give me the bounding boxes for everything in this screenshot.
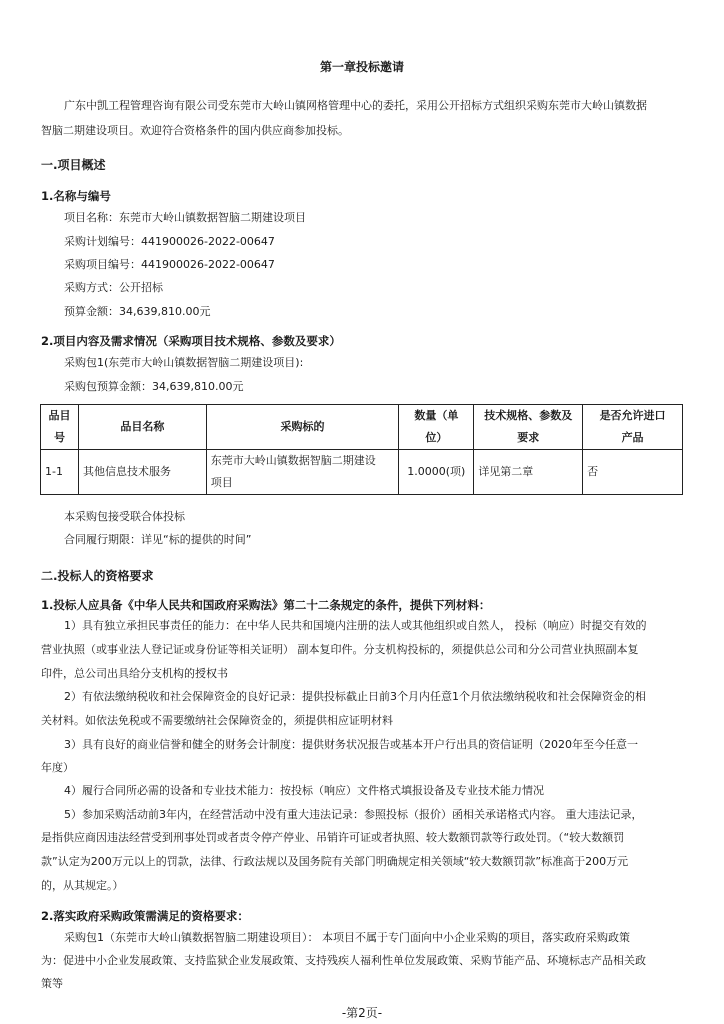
procurement-method: 采购方式：公开招标 bbox=[64, 281, 163, 294]
col-header-target: 采购标的 bbox=[206, 405, 399, 450]
requirement-line: 是指供应商因违法经营受到刑事处罚或者责令停产停业、吊销许可证或者执照、较大数额罚款等行政处罚。（“较大数额罚 bbox=[41, 831, 625, 844]
project-number: 采购项目编号：441900026-2022-00647 bbox=[64, 258, 275, 271]
requirement-line: 1）具有独立承担民事责任的能力：在中华人民共和国境内注册的法人或其他组织或自然人， 投标（响应）时提交有效的 bbox=[64, 619, 647, 632]
col-header-spec bbox=[474, 405, 583, 450]
items-table bbox=[40, 404, 683, 495]
header-text: 位） bbox=[425, 431, 448, 444]
header-text: 数量（单 bbox=[414, 409, 459, 422]
cell-item-name: 其他信息技术服务 bbox=[78, 450, 206, 495]
subsection-heading: 2.项目内容及需求情况（采购项目技术规格、参数及要求） bbox=[41, 334, 341, 348]
cell-quantity: 1.0000(项) bbox=[399, 450, 474, 495]
header-text: 要求 bbox=[517, 431, 540, 444]
header-text: 是否允许进口 bbox=[599, 409, 666, 422]
package-budget: 采购包预算金额：34,639,810.00元 bbox=[64, 380, 244, 393]
requirement-line: 营业执照（或事业法人登记证或身份证等相关证明） 副本复印件。分支机构投标的，须提供总公司和分公司营业执照副本复 bbox=[41, 643, 639, 656]
policy-line: 策等 bbox=[41, 977, 63, 990]
contract-period: 合同履行期限：详见“标的提供的时间” bbox=[64, 533, 252, 546]
cell-item-no: 1-1 bbox=[41, 450, 79, 495]
intro-line: 智脑二期建设项目。欢迎符合资格条件的国内供应商参加投标。 bbox=[41, 124, 349, 137]
table-row bbox=[41, 450, 683, 495]
requirement-line: 印件，总公司出具给分支机构的授权书 bbox=[41, 667, 228, 680]
subsection-heading: 2.落实政府采购政策需满足的资格要求： bbox=[41, 909, 249, 923]
cell-target bbox=[206, 450, 399, 495]
cell-spec: 详见第二章 bbox=[474, 450, 583, 495]
header-text: 品目 bbox=[48, 409, 71, 422]
requirement-line: 的，从其规定。） bbox=[41, 879, 124, 892]
budget-amount: 预算金额：34,639,810.00元 bbox=[64, 305, 211, 318]
cell-text: 东莞市大岭山镇数据智脑二期建设 bbox=[210, 454, 376, 467]
header-text: 技术规格、参数及 bbox=[484, 409, 573, 422]
section-heading: 一.项目概述 bbox=[41, 158, 106, 172]
col-header-item-no bbox=[41, 405, 79, 450]
col-header-item-name: 品目名称 bbox=[78, 405, 206, 450]
policy-line: 采购包1（东莞市大岭山镇数据智脑二期建设项目）： 本项目不属于专门面向中小企业采购的项目，落实政府采购政策 bbox=[64, 931, 630, 944]
policy-line: 为：促进中小企业发展政策、支持监狱企业发展政策、支持残疾人福利性单位发展政策、采购节能产品、环境标志产品相关政 bbox=[41, 954, 646, 967]
cell-import: 否 bbox=[583, 450, 683, 495]
requirement-line: 4）履行合同所必需的设备和专业技术能力：按投标（响应）文件格式填报设备及专业技术能力情况 bbox=[64, 784, 544, 797]
package-line: 采购包1(东莞市大岭山镇数据智脑二期建设项目): bbox=[64, 356, 304, 369]
header-text: 号 bbox=[53, 431, 65, 444]
page-number: -第2页- bbox=[341, 1006, 383, 1020]
chapter-title: 第一章投标邀请 bbox=[319, 60, 404, 74]
requirement-line: 5）参加采购活动前3年内，在经营活动中没有重大违法记录：参照投标（报价）函相关承诺格式内容。 重大违法记录， bbox=[64, 808, 643, 821]
subsection-heading: 1.名称与编号 bbox=[41, 189, 111, 203]
requirement-line: 年度） bbox=[41, 761, 74, 774]
cell-text: 项目 bbox=[210, 476, 233, 489]
project-name: 项目名称：东莞市大岭山镇数据智脑二期建设项目 bbox=[64, 211, 306, 224]
col-header-quantity bbox=[399, 405, 474, 450]
intro-line: 广东中凯工程管理咨询有限公司受东莞市大岭山镇网格管理中心的委托，采用公开招标方式组织采购东莞市大岭山镇数据 bbox=[64, 99, 647, 112]
requirement-line: 2）有依法缴纳税收和社会保障资金的良好记录：提供投标截止日前3个月内任意1个月依法缴纳税收和社会保障资金的相 bbox=[64, 690, 646, 703]
section-heading: 二.投标人的资格要求 bbox=[41, 569, 154, 583]
subsection-heading: 1.投标人应具备《中华人民共和国政府采购法》第二十二条规定的条件，提供下列材料： bbox=[41, 598, 491, 612]
col-header-import bbox=[583, 405, 683, 450]
consortium-note: 本采购包接受联合体投标 bbox=[64, 510, 185, 523]
requirement-line: 款”认定为200万元以上的罚款，法律、行政法规以及国务院有关部门明确规定相关领域“较大数额罚款”标准高于200万元 bbox=[41, 855, 629, 868]
plan-number: 采购计划编号：441900026-2022-00647 bbox=[64, 235, 275, 248]
header-text: 产品 bbox=[621, 431, 644, 444]
requirement-line: 3）具有良好的商业信誉和健全的财务会计制度：提供财务状况报告或基本开户行出具的资信证明（2020年至今任意一 bbox=[64, 738, 638, 751]
table-header-row bbox=[41, 405, 683, 450]
requirement-line: 关材料。如依法免税或不需要缴纳社会保障资金的，须提供相应证明材料 bbox=[41, 714, 393, 727]
